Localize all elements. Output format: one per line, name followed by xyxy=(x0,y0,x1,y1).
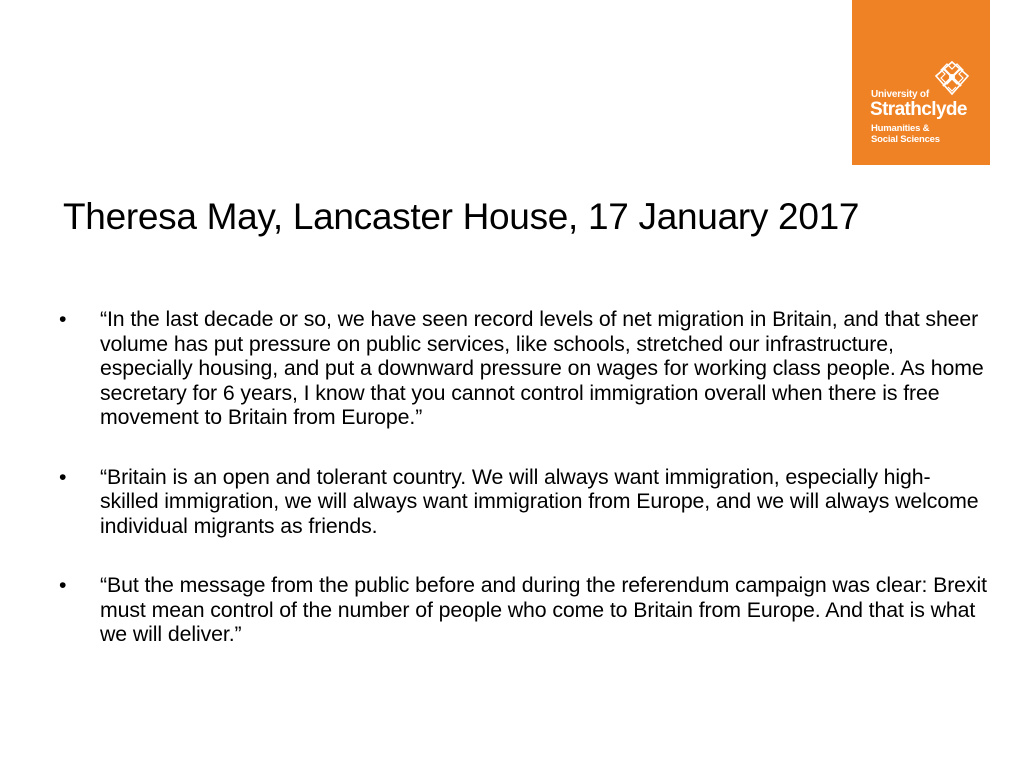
logo-faculty xyxy=(871,124,940,145)
slide-title: Theresa May, Lancaster House, 17 January 2017 xyxy=(63,196,860,237)
bullet-text-2: “Britain is an open and tolerant country. We will always want immigration, especially high-skilled immigration, we will always want immigration from Europe, and we will always welcome individual migrants as friends. xyxy=(100,464,979,538)
bullet-text-3: “But the message from the public before and during the referendum campaign was clear: Brexit must mean control of the number of people who come to Britain from Europe. And that is what we will deliver.” xyxy=(100,573,987,646)
bullet-marker: • xyxy=(59,573,67,597)
bullet-text-1: “In the last decade or so, we have seen record levels of net migration in Britain, and that sheer volume has put pressure on public services, like schools, stretched our infrastructure, especially housing, and put a downward pressure on wages for working class people. As home secretary for 6 years, I know that you cannot control immigration overall when there is free movement to Britain from Europe.” xyxy=(100,307,984,429)
logo-university-of: University of xyxy=(871,89,929,100)
bullet-item-1 xyxy=(57,307,987,430)
bullet-item-2 xyxy=(57,465,987,539)
logo-faculty-line-1: Humanities & xyxy=(871,123,930,134)
university-logo xyxy=(852,0,990,165)
logo-faculty-line-2: Social Sciences xyxy=(871,133,940,145)
bullet-marker: • xyxy=(59,307,67,331)
university-crest-icon xyxy=(934,60,970,96)
logo-strathclyde: Strathclyde xyxy=(870,99,967,120)
bullet-list xyxy=(57,307,987,647)
bullet-marker: • xyxy=(59,464,67,489)
bullet-item-3 xyxy=(57,573,987,647)
